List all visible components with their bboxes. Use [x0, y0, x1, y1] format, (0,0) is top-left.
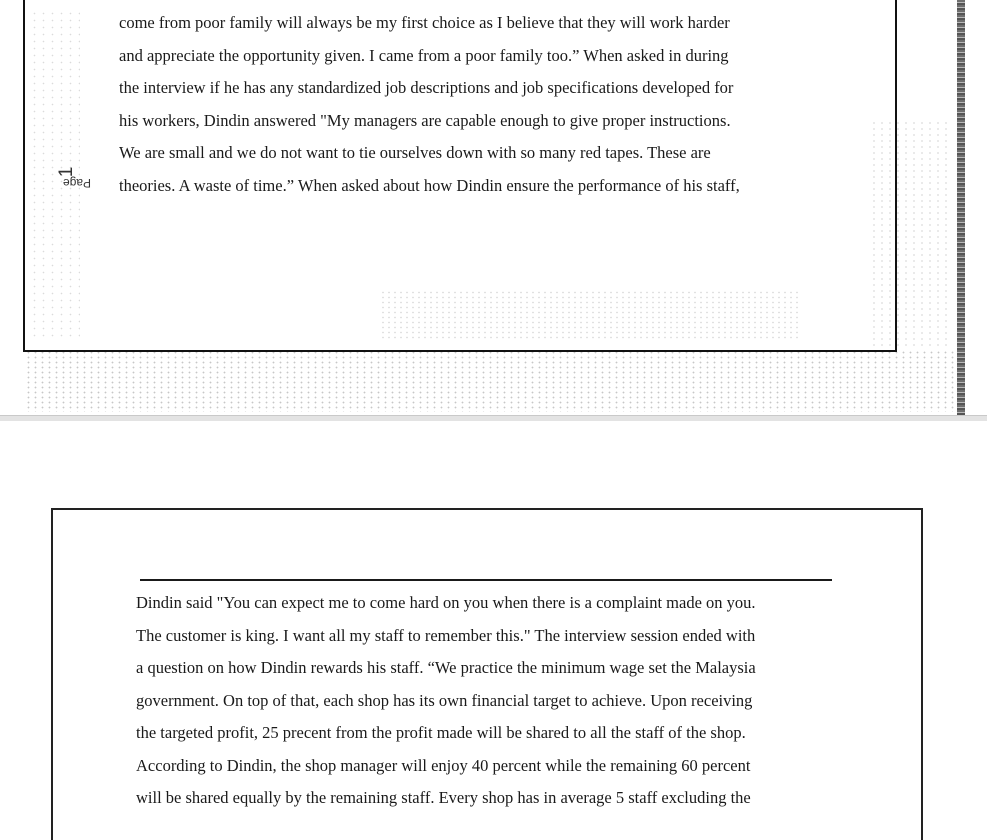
- text-line: his workers, Dindin answered "My managers are capable enough to give proper instructions.: [119, 110, 731, 130]
- page-number: 1: [56, 166, 77, 178]
- text-line: Dindin said "You can expect me to come hard on you when there is a complaint made on you.: [136, 593, 756, 612]
- document-page-bottom: [0, 421, 987, 817]
- document-page-top: [0, 0, 987, 415]
- text-line: the targeted profit, 25 precent from the profit made will be shared to all the staff of the shop.: [136, 723, 746, 742]
- page-number-label: [50, 148, 92, 200]
- text-line: a question on how Dindin rewards his staff. “We practice the minimum wage set the Malaysia: [136, 658, 756, 677]
- header-rule: [140, 579, 832, 581]
- text-line: government. On top of that, each shop has its own financial target to achieve. Upon receiving: [136, 690, 753, 710]
- body-text-bottom: [136, 587, 836, 815]
- text-line: will be shared equally by the remaining staff. Every shop has in average 5 staff excluding the: [136, 788, 751, 807]
- scan-noise-bottom: [25, 350, 960, 412]
- body-text-top: [119, 7, 819, 202]
- text-line: the interview if he has any standardized job descriptions and job specifications developed for: [119, 78, 734, 97]
- text-line: According to Dindin, the shop manager will enjoy 40 percent while the remaining 60 percent: [136, 755, 751, 775]
- page-label-text: Page: [62, 176, 92, 190]
- text-line: and appreciate the opportunity given. I came from a poor family too.” When asked in during: [119, 45, 729, 65]
- text-line: theories. A waste of time.” When asked about how Dindin ensure the performance of his staff,: [119, 175, 740, 195]
- text-line: We are small and we do not want to tie ourselves down with so many red tapes. These are: [119, 143, 711, 162]
- scan-edge-strip: [957, 0, 965, 415]
- text-line: The customer is king. I want all my staff to remember this." The interview session ended with: [136, 625, 756, 645]
- text-line: come from poor family will always be my first choice as I believe that they will work harder: [119, 13, 730, 32]
